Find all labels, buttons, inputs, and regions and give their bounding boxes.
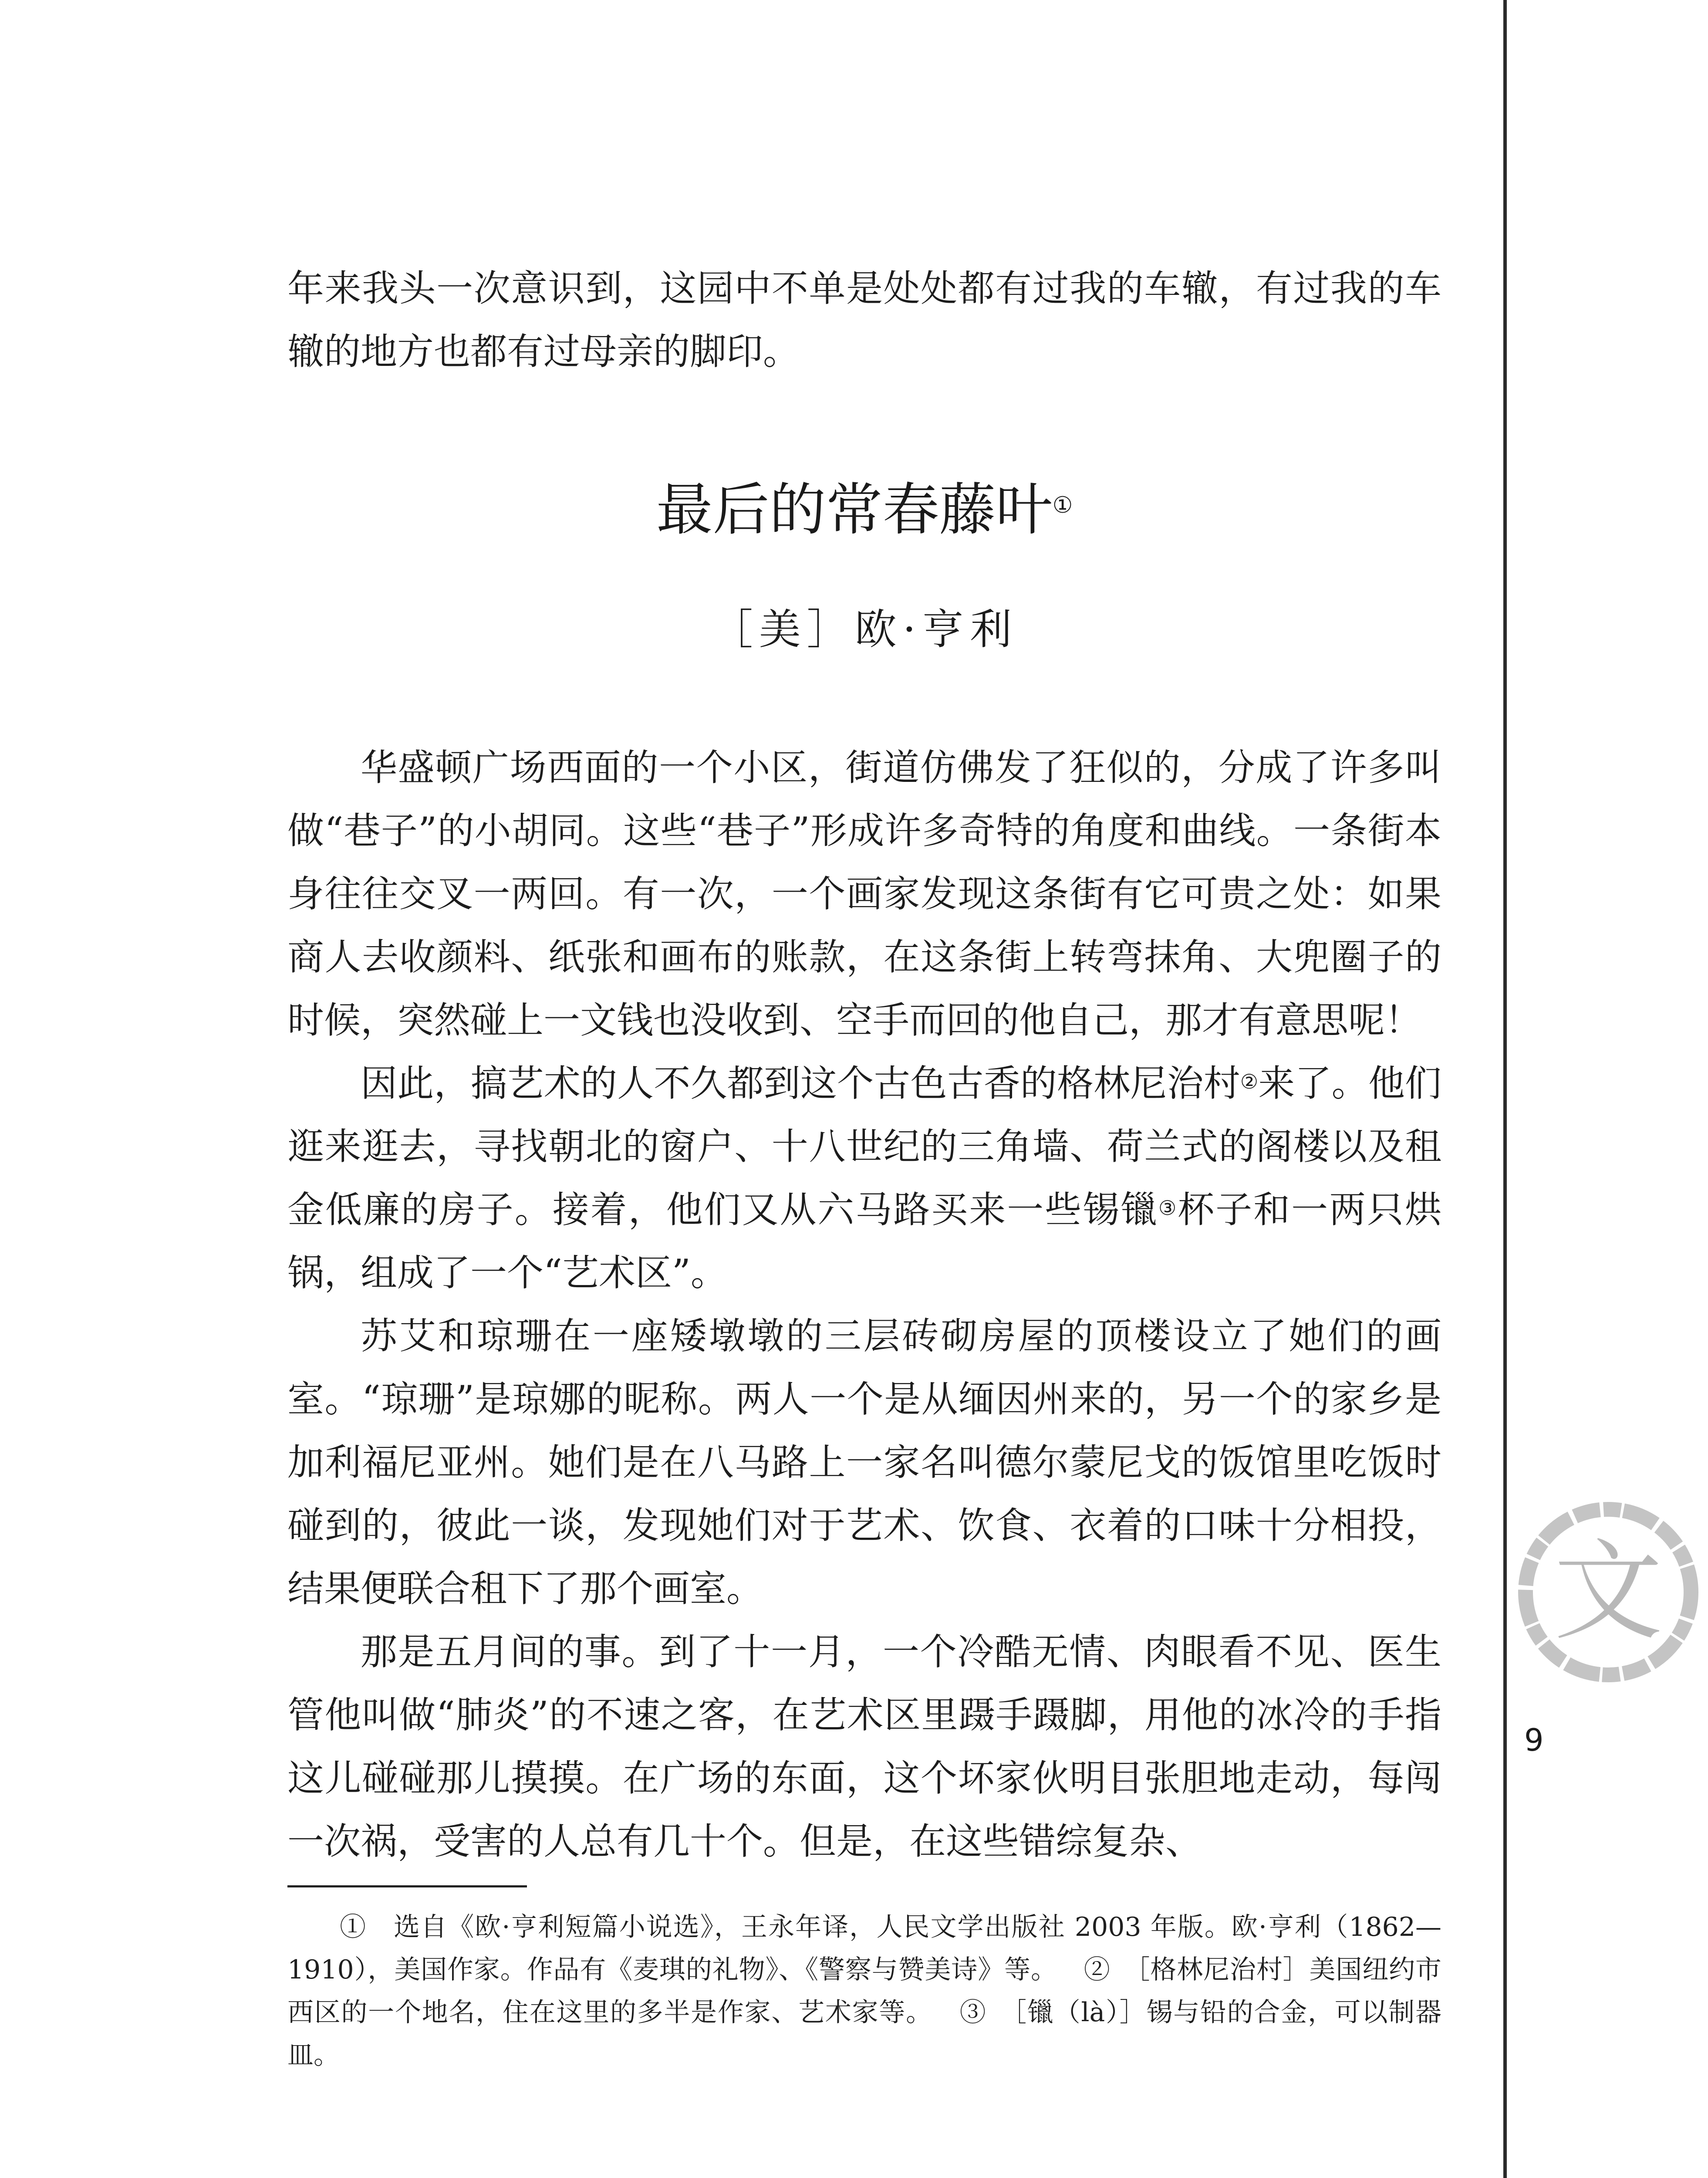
footnote-3: ③ ［镴（là）］锡与铅的合金，可以制器皿。	[287, 1997, 1442, 2070]
footnote-divider	[287, 1885, 527, 1887]
lead-paragraph: 年来我头一次意识到，这园中不单是处处都有过我的车辙，有过我的车辙的地方也都有过母亲的脚印。	[287, 267, 1441, 373]
footnote-mark-3[interactable]: ③	[1158, 1196, 1178, 1220]
body-paragraph-2-part-a: 因此，搞艺术的人不久都到这个古色古香的格林尼治村	[361, 1062, 1240, 1105]
footnote-2: ② ［格林尼治村］美国纽约市西区的一个地名，住在这里的多半是作家、艺术家等。	[287, 1955, 1442, 2028]
lead-paragraph-block	[287, 257, 1441, 383]
page-number: 9	[1524, 1722, 1544, 1758]
footnotes	[287, 1906, 1441, 2077]
wen-seal-icon	[1515, 1498, 1702, 1686]
margin-rule	[1503, 0, 1507, 2178]
article-body	[287, 736, 1441, 1873]
title-footnote-mark[interactable]: ①	[1052, 492, 1073, 518]
seal-character: 文	[1554, 1528, 1663, 1655]
body-paragraph-3: 苏艾和琼珊在一座矮墩墩的三层砖砌房屋的顶楼设立了她们的画室。“琼珊”是琼娜的昵称。两人一个是从缅因州来的，另一个的家乡是加利福尼亚州。她们是在八马路上一家名叫德尔蒙尼戈的饭馆里吃饭时碰到的，彼此一谈，发现她们对于艺术、饮食、衣着的口味十分相投，结果便联合租下了那个画室。	[287, 1315, 1441, 1610]
article-title	[287, 470, 1441, 549]
body-paragraph-2-part-c: 杯子和一两只烘锅，组成了一个“艺术区”。	[287, 1188, 1441, 1294]
body-paragraph-4: 那是五月间的事。到了十一月，一个冷酷无情、肉眼看不见、医生管他叫做“肺炎”的不速之客，在艺术区里蹑手蹑脚，用他的冰冷的手指这儿碰碰那儿摸摸。在广场的东面，这个坏家伙明目张胆地走动，每闯一次祸，受害的人总有几十个。但是，在这些错综复杂、	[287, 1630, 1441, 1863]
article-title-text: 最后的常春藤叶	[656, 477, 1053, 543]
footnote-1: ① 选自《欧·亨利短篇小说选》，王永年译，人民文学出版社 2003 年版。欧·亨利（1862—1910），美国作家。作品有《麦琪的礼物》、《警察与赞美诗》等。	[287, 1912, 1441, 1985]
body-paragraph-1: 华盛顿广场西面的一个小区，街道仿佛发了狂似的，分成了许多叫做“巷子”的小胡同。这些“巷子”形成许多奇特的角度和曲线。一条街本身往往交叉一两回。有一次，一个画家发现这条街有它可贵之处：如果商人去收颜料、纸张和画布的账款，在这条街上转弯抹角、大兜圈子的时候，突然碰上一文钱也没收到、空手而回的他自己，那才有意思呢！	[287, 746, 1441, 1042]
footnote-mark-2[interactable]: ②	[1240, 1070, 1259, 1093]
body-paragraph-2-part-b: 来了。他们逛来逛去，寻找朝北的窗户、十八世纪的三角墙、荷兰式的阁楼以及租金低廉的房子。接着，他们又从六马路买来一些锡镴	[287, 1062, 1441, 1231]
body-paragraph-2	[287, 1052, 1441, 1305]
author-line: ［美］欧·亨利	[711, 605, 1018, 654]
